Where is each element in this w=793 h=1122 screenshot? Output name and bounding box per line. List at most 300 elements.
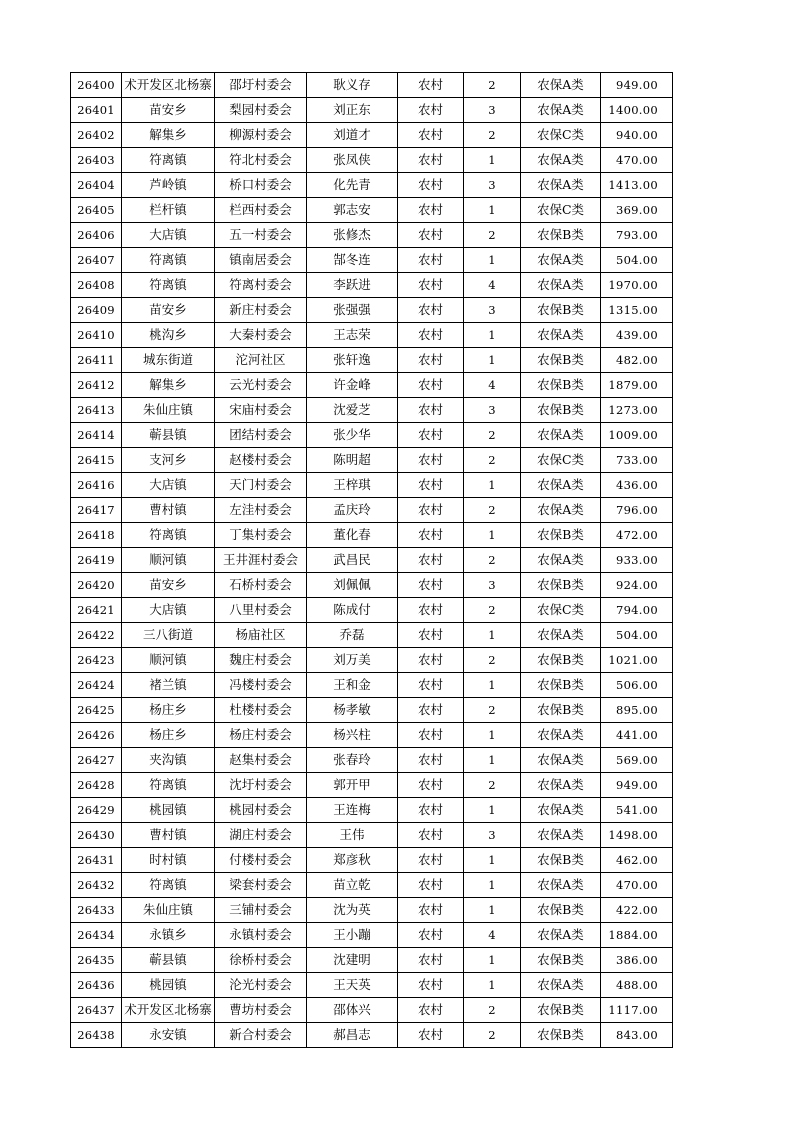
- household-count-cell: 3: [464, 98, 521, 123]
- household-count-cell: 3: [464, 823, 521, 848]
- township-cell: 朱仙庄镇: [122, 898, 215, 923]
- township-cell: 符离镇: [122, 248, 215, 273]
- table-row: [71, 698, 673, 723]
- records-table-body: [71, 73, 673, 1048]
- household-count-cell: 4: [464, 373, 521, 398]
- record-id-cell: 26424: [71, 673, 122, 698]
- amount-cell: 949.00: [601, 773, 673, 798]
- record-id-cell: 26409: [71, 298, 122, 323]
- household-count-cell: 1: [464, 623, 521, 648]
- person-name-cell: 邵体兴: [307, 998, 398, 1023]
- village-committee-cell: 石桥村委会: [215, 573, 307, 598]
- area-type-cell: 农村: [398, 848, 464, 873]
- household-count-cell: 1: [464, 748, 521, 773]
- record-id-cell: 26428: [71, 773, 122, 798]
- insurance-category-cell: 农保A类: [521, 98, 601, 123]
- record-id-cell: 26435: [71, 948, 122, 973]
- household-count-cell: 2: [464, 773, 521, 798]
- area-type-cell: 农村: [398, 973, 464, 998]
- township-cell: 苗安乡: [122, 573, 215, 598]
- table-row: [71, 1023, 673, 1048]
- table-row: [71, 423, 673, 448]
- person-name-cell: 苗立乾: [307, 873, 398, 898]
- township-cell: 符离镇: [122, 273, 215, 298]
- amount-cell: 541.00: [601, 798, 673, 823]
- table-row: [71, 98, 673, 123]
- person-name-cell: 沈为英: [307, 898, 398, 923]
- village-committee-cell: 梨园村委会: [215, 98, 307, 123]
- insurance-category-cell: 农保A类: [521, 773, 601, 798]
- area-type-cell: 农村: [398, 173, 464, 198]
- record-id-cell: 26426: [71, 723, 122, 748]
- record-id-cell: 26412: [71, 373, 122, 398]
- area-type-cell: 农村: [398, 123, 464, 148]
- household-count-cell: 1: [464, 323, 521, 348]
- village-committee-cell: 沦光村委会: [215, 973, 307, 998]
- area-type-cell: 农村: [398, 273, 464, 298]
- household-count-cell: 2: [464, 548, 521, 573]
- table-row: [71, 998, 673, 1023]
- amount-cell: 488.00: [601, 973, 673, 998]
- village-committee-cell: 团结村委会: [215, 423, 307, 448]
- township-cell: 杨庄乡: [122, 723, 215, 748]
- household-count-cell: 1: [464, 148, 521, 173]
- person-name-cell: 许金峰: [307, 373, 398, 398]
- table-row: [71, 273, 673, 298]
- household-count-cell: 2: [464, 448, 521, 473]
- area-type-cell: 农村: [398, 148, 464, 173]
- area-type-cell: 农村: [398, 698, 464, 723]
- insurance-category-cell: 农保A类: [521, 473, 601, 498]
- record-id-cell: 26418: [71, 523, 122, 548]
- area-type-cell: 农村: [398, 448, 464, 473]
- insurance-category-cell: 农保C类: [521, 448, 601, 473]
- amount-cell: 843.00: [601, 1023, 673, 1048]
- amount-cell: 369.00: [601, 198, 673, 223]
- area-type-cell: 农村: [398, 723, 464, 748]
- person-name-cell: 董化春: [307, 523, 398, 548]
- village-committee-cell: 杨庙社区: [215, 623, 307, 648]
- household-count-cell: 1: [464, 948, 521, 973]
- insurance-category-cell: 农保C类: [521, 123, 601, 148]
- insurance-category-cell: 农保B类: [521, 298, 601, 323]
- village-committee-cell: 杨庄村委会: [215, 723, 307, 748]
- person-name-cell: 张少华: [307, 423, 398, 448]
- township-cell: 大店镇: [122, 223, 215, 248]
- insurance-category-cell: 农保A类: [521, 873, 601, 898]
- record-id-cell: 26429: [71, 798, 122, 823]
- area-type-cell: 农村: [398, 748, 464, 773]
- household-count-cell: 1: [464, 523, 521, 548]
- record-id-cell: 26420: [71, 573, 122, 598]
- area-type-cell: 农村: [398, 648, 464, 673]
- household-count-cell: 2: [464, 698, 521, 723]
- record-id-cell: 26437: [71, 998, 122, 1023]
- village-committee-cell: 符北村委会: [215, 148, 307, 173]
- record-id-cell: 26415: [71, 448, 122, 473]
- record-id-cell: 26401: [71, 98, 122, 123]
- area-type-cell: 农村: [398, 773, 464, 798]
- township-cell: 苗安乡: [122, 298, 215, 323]
- insurance-category-cell: 农保A类: [521, 973, 601, 998]
- table-row: [71, 798, 673, 823]
- household-count-cell: 2: [464, 423, 521, 448]
- record-id-cell: 26431: [71, 848, 122, 873]
- record-id-cell: 26433: [71, 898, 122, 923]
- table-row: [71, 523, 673, 548]
- person-name-cell: 武昌民: [307, 548, 398, 573]
- record-id-cell: 26438: [71, 1023, 122, 1048]
- township-cell: 符离镇: [122, 523, 215, 548]
- table-row: [71, 548, 673, 573]
- amount-cell: 504.00: [601, 623, 673, 648]
- table-row: [71, 973, 673, 998]
- area-type-cell: 农村: [398, 498, 464, 523]
- person-name-cell: 李跃进: [307, 273, 398, 298]
- household-count-cell: 2: [464, 598, 521, 623]
- village-committee-cell: 永镇村委会: [215, 923, 307, 948]
- township-cell: 芦岭镇: [122, 173, 215, 198]
- record-id-cell: 26403: [71, 148, 122, 173]
- township-cell: 支河乡: [122, 448, 215, 473]
- table-row: [71, 148, 673, 173]
- person-name-cell: 陈明超: [307, 448, 398, 473]
- record-id-cell: 26407: [71, 248, 122, 273]
- insurance-category-cell: 农保B类: [521, 223, 601, 248]
- area-type-cell: 农村: [398, 473, 464, 498]
- person-name-cell: 沈爱芝: [307, 398, 398, 423]
- record-id-cell: 26402: [71, 123, 122, 148]
- person-name-cell: 刘正东: [307, 98, 398, 123]
- amount-cell: 436.00: [601, 473, 673, 498]
- household-count-cell: 1: [464, 898, 521, 923]
- village-committee-cell: 丁集村委会: [215, 523, 307, 548]
- area-type-cell: 农村: [398, 523, 464, 548]
- insurance-category-cell: 农保B类: [521, 1023, 601, 1048]
- village-committee-cell: 大秦村委会: [215, 323, 307, 348]
- village-committee-cell: 天门村委会: [215, 473, 307, 498]
- insurance-category-cell: 农保A类: [521, 548, 601, 573]
- amount-cell: 794.00: [601, 598, 673, 623]
- area-type-cell: 农村: [398, 898, 464, 923]
- person-name-cell: 王连梅: [307, 798, 398, 823]
- township-cell: 术开发区北杨寨: [122, 998, 215, 1023]
- table-row: [71, 223, 673, 248]
- amount-cell: 1879.00: [601, 373, 673, 398]
- insurance-category-cell: 农保B类: [521, 348, 601, 373]
- person-name-cell: 张强强: [307, 298, 398, 323]
- amount-cell: 506.00: [601, 673, 673, 698]
- township-cell: 栏杆镇: [122, 198, 215, 223]
- village-committee-cell: 冯楼村委会: [215, 673, 307, 698]
- insurance-category-cell: 农保B类: [521, 673, 601, 698]
- amount-cell: 796.00: [601, 498, 673, 523]
- table-row: [71, 573, 673, 598]
- table-row: [71, 323, 673, 348]
- table-row: [71, 648, 673, 673]
- record-id-cell: 26425: [71, 698, 122, 723]
- record-id-cell: 26430: [71, 823, 122, 848]
- township-cell: 曹村镇: [122, 498, 215, 523]
- amount-cell: 940.00: [601, 123, 673, 148]
- table-row: [71, 198, 673, 223]
- insurance-category-cell: 农保B类: [521, 698, 601, 723]
- area-type-cell: 农村: [398, 298, 464, 323]
- insurance-category-cell: 农保A类: [521, 723, 601, 748]
- amount-cell: 1021.00: [601, 648, 673, 673]
- area-type-cell: 农村: [398, 673, 464, 698]
- area-type-cell: 农村: [398, 923, 464, 948]
- township-cell: 顺河镇: [122, 648, 215, 673]
- record-id-cell: 26436: [71, 973, 122, 998]
- insurance-category-cell: 农保A类: [521, 73, 601, 98]
- table-row: [71, 448, 673, 473]
- amount-cell: 793.00: [601, 223, 673, 248]
- area-type-cell: 农村: [398, 598, 464, 623]
- insurance-category-cell: 农保A类: [521, 923, 601, 948]
- amount-cell: 933.00: [601, 548, 673, 573]
- area-type-cell: 农村: [398, 198, 464, 223]
- insurance-category-cell: 农保A类: [521, 273, 601, 298]
- person-name-cell: 郭志安: [307, 198, 398, 223]
- person-name-cell: 耿义存: [307, 73, 398, 98]
- township-cell: 解集乡: [122, 123, 215, 148]
- area-type-cell: 农村: [398, 73, 464, 98]
- village-committee-cell: 桃园村委会: [215, 798, 307, 823]
- village-committee-cell: 杜楼村委会: [215, 698, 307, 723]
- amount-cell: 504.00: [601, 248, 673, 273]
- area-type-cell: 农村: [398, 248, 464, 273]
- insurance-category-cell: 农保A类: [521, 248, 601, 273]
- person-name-cell: 张春玲: [307, 748, 398, 773]
- insurance-category-cell: 农保A类: [521, 148, 601, 173]
- record-id-cell: 26411: [71, 348, 122, 373]
- amount-cell: 472.00: [601, 523, 673, 548]
- record-id-cell: 26422: [71, 623, 122, 648]
- household-count-cell: 1: [464, 673, 521, 698]
- township-cell: 大店镇: [122, 473, 215, 498]
- amount-cell: 422.00: [601, 898, 673, 923]
- village-committee-cell: 云光村委会: [215, 373, 307, 398]
- village-committee-cell: 三铺村委会: [215, 898, 307, 923]
- township-cell: 永镇乡: [122, 923, 215, 948]
- amount-cell: 1117.00: [601, 998, 673, 1023]
- amount-cell: 482.00: [601, 348, 673, 373]
- record-id-cell: 26419: [71, 548, 122, 573]
- person-name-cell: 王小蹦: [307, 923, 398, 948]
- village-committee-cell: 梁套村委会: [215, 873, 307, 898]
- village-committee-cell: 八里村委会: [215, 598, 307, 623]
- village-committee-cell: 左洼村委会: [215, 498, 307, 523]
- village-committee-cell: 新庄村委会: [215, 298, 307, 323]
- amount-cell: 1315.00: [601, 298, 673, 323]
- record-id-cell: 26434: [71, 923, 122, 948]
- household-count-cell: 1: [464, 973, 521, 998]
- insurance-category-cell: 农保B类: [521, 948, 601, 973]
- table-row: [71, 373, 673, 398]
- household-count-cell: 2: [464, 223, 521, 248]
- village-committee-cell: 沈圩村委会: [215, 773, 307, 798]
- township-cell: 苗安乡: [122, 98, 215, 123]
- record-id-cell: 26405: [71, 198, 122, 223]
- area-type-cell: 农村: [398, 573, 464, 598]
- record-id-cell: 26410: [71, 323, 122, 348]
- table-row: [71, 873, 673, 898]
- household-count-cell: 1: [464, 873, 521, 898]
- township-cell: 符离镇: [122, 773, 215, 798]
- insurance-category-cell: 农保A类: [521, 423, 601, 448]
- household-count-cell: 1: [464, 723, 521, 748]
- person-name-cell: 王和金: [307, 673, 398, 698]
- insurance-category-cell: 农保B类: [521, 898, 601, 923]
- household-count-cell: 1: [464, 848, 521, 873]
- record-id-cell: 26414: [71, 423, 122, 448]
- person-name-cell: 张修杰: [307, 223, 398, 248]
- insurance-category-cell: 农保A类: [521, 798, 601, 823]
- amount-cell: 1400.00: [601, 98, 673, 123]
- insurance-category-cell: 农保A类: [521, 173, 601, 198]
- township-cell: 符离镇: [122, 873, 215, 898]
- record-id-cell: 26413: [71, 398, 122, 423]
- amount-cell: 470.00: [601, 873, 673, 898]
- record-id-cell: 26400: [71, 73, 122, 98]
- amount-cell: 441.00: [601, 723, 673, 748]
- area-type-cell: 农村: [398, 223, 464, 248]
- insurance-category-cell: 农保C类: [521, 598, 601, 623]
- person-name-cell: 孟庆玲: [307, 498, 398, 523]
- township-cell: 曹村镇: [122, 823, 215, 848]
- insurance-category-cell: 农保B类: [521, 573, 601, 598]
- village-committee-cell: 徐桥村委会: [215, 948, 307, 973]
- household-count-cell: 1: [464, 473, 521, 498]
- table-row: [71, 923, 673, 948]
- township-cell: 解集乡: [122, 373, 215, 398]
- township-cell: 符离镇: [122, 148, 215, 173]
- person-name-cell: 王志荣: [307, 323, 398, 348]
- area-type-cell: 农村: [398, 798, 464, 823]
- table-row: [71, 123, 673, 148]
- township-cell: 褚兰镇: [122, 673, 215, 698]
- table-row: [71, 848, 673, 873]
- village-committee-cell: 符离村委会: [215, 273, 307, 298]
- table-row: [71, 723, 673, 748]
- insurance-category-cell: 农保B类: [521, 398, 601, 423]
- township-cell: 蕲县镇: [122, 948, 215, 973]
- amount-cell: 924.00: [601, 573, 673, 598]
- person-name-cell: 杨兴柱: [307, 723, 398, 748]
- person-name-cell: 杨孝敏: [307, 698, 398, 723]
- area-type-cell: 农村: [398, 398, 464, 423]
- household-count-cell: 1: [464, 248, 521, 273]
- record-id-cell: 26432: [71, 873, 122, 898]
- amount-cell: 949.00: [601, 73, 673, 98]
- amount-cell: 569.00: [601, 748, 673, 773]
- person-name-cell: 刘佩佩: [307, 573, 398, 598]
- record-id-cell: 26427: [71, 748, 122, 773]
- village-committee-cell: 湖庄村委会: [215, 823, 307, 848]
- township-cell: 桃沟乡: [122, 323, 215, 348]
- area-type-cell: 农村: [398, 323, 464, 348]
- amount-cell: 1970.00: [601, 273, 673, 298]
- household-count-cell: 4: [464, 273, 521, 298]
- person-name-cell: 王天英: [307, 973, 398, 998]
- insurance-category-cell: 农保B类: [521, 848, 601, 873]
- record-id-cell: 26416: [71, 473, 122, 498]
- record-id-cell: 26404: [71, 173, 122, 198]
- table-row: [71, 473, 673, 498]
- person-name-cell: 刘道才: [307, 123, 398, 148]
- records-table: [70, 72, 673, 1048]
- household-count-cell: 3: [464, 173, 521, 198]
- amount-cell: 1498.00: [601, 823, 673, 848]
- table-row: [71, 248, 673, 273]
- household-count-cell: 2: [464, 123, 521, 148]
- table-row: [71, 673, 673, 698]
- township-cell: 杨庄乡: [122, 698, 215, 723]
- household-count-cell: 1: [464, 348, 521, 373]
- table-row: [71, 298, 673, 323]
- amount-cell: 462.00: [601, 848, 673, 873]
- table-row: [71, 73, 673, 98]
- table-row: [71, 173, 673, 198]
- table-row: [71, 823, 673, 848]
- township-cell: 城东街道: [122, 348, 215, 373]
- record-id-cell: 26406: [71, 223, 122, 248]
- amount-cell: 1884.00: [601, 923, 673, 948]
- insurance-category-cell: 农保A类: [521, 323, 601, 348]
- area-type-cell: 农村: [398, 948, 464, 973]
- record-id-cell: 26423: [71, 648, 122, 673]
- household-count-cell: 3: [464, 573, 521, 598]
- township-cell: 蕲县镇: [122, 423, 215, 448]
- insurance-category-cell: 农保A类: [521, 823, 601, 848]
- household-count-cell: 2: [464, 73, 521, 98]
- village-committee-cell: 魏庄村委会: [215, 648, 307, 673]
- amount-cell: 895.00: [601, 698, 673, 723]
- village-committee-cell: 栏西村委会: [215, 198, 307, 223]
- table-row: [71, 748, 673, 773]
- person-name-cell: 郝昌志: [307, 1023, 398, 1048]
- insurance-category-cell: 农保A类: [521, 623, 601, 648]
- village-committee-cell: 桥口村委会: [215, 173, 307, 198]
- person-name-cell: 张轩逸: [307, 348, 398, 373]
- person-name-cell: 陈成付: [307, 598, 398, 623]
- township-cell: 三八街道: [122, 623, 215, 648]
- village-committee-cell: 赵楼村委会: [215, 448, 307, 473]
- township-cell: 大店镇: [122, 598, 215, 623]
- person-name-cell: 王梓琪: [307, 473, 398, 498]
- table-row: [71, 398, 673, 423]
- village-committee-cell: 王井涯村委会: [215, 548, 307, 573]
- township-cell: 术开发区北杨寨: [122, 73, 215, 98]
- household-count-cell: 4: [464, 923, 521, 948]
- person-name-cell: 刘万美: [307, 648, 398, 673]
- village-committee-cell: 沱河社区: [215, 348, 307, 373]
- insurance-category-cell: 农保A类: [521, 498, 601, 523]
- record-id-cell: 26421: [71, 598, 122, 623]
- village-committee-cell: 柳源村委会: [215, 123, 307, 148]
- insurance-category-cell: 农保B类: [521, 998, 601, 1023]
- village-committee-cell: 镇南居委会: [215, 248, 307, 273]
- household-count-cell: 1: [464, 198, 521, 223]
- household-count-cell: 2: [464, 648, 521, 673]
- village-committee-cell: 宋庙村委会: [215, 398, 307, 423]
- area-type-cell: 农村: [398, 623, 464, 648]
- amount-cell: 1413.00: [601, 173, 673, 198]
- township-cell: 时村镇: [122, 848, 215, 873]
- area-type-cell: 农村: [398, 873, 464, 898]
- amount-cell: 733.00: [601, 448, 673, 473]
